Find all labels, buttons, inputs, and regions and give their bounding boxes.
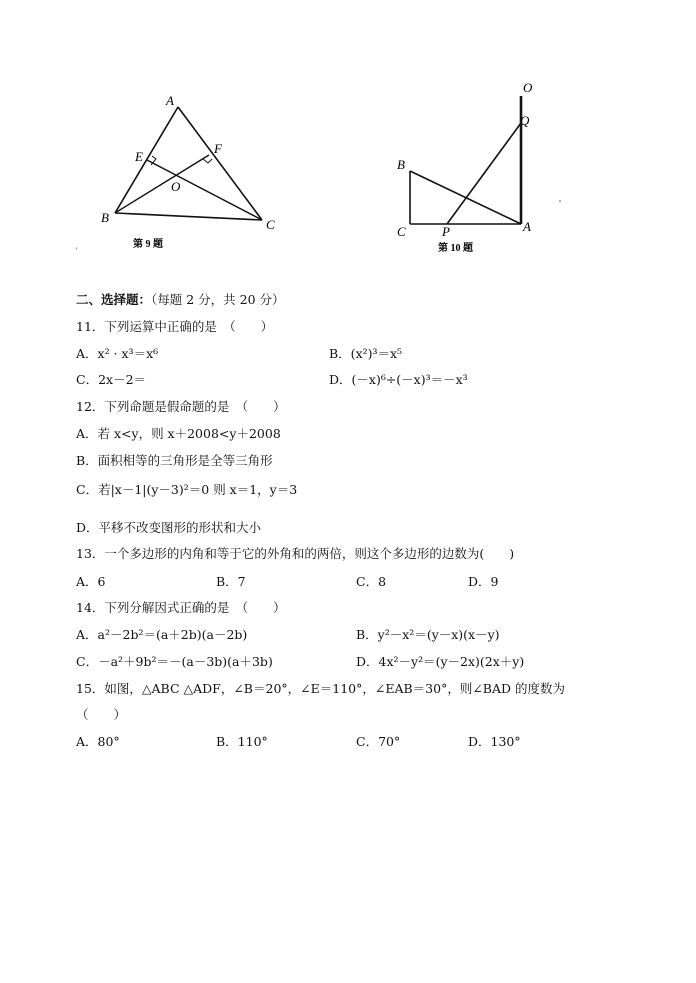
question-15-option-a: A．80° bbox=[76, 734, 120, 749]
question-13-stem: 13．一个多边形的内角和等于它的外角和的两倍，则这个多边形的边数为( ) bbox=[76, 546, 515, 561]
label-B: B bbox=[101, 210, 109, 225]
figure-9 bbox=[75, 90, 295, 260]
label-O: O bbox=[171, 179, 181, 194]
question-15-option-b: B．110° bbox=[216, 734, 268, 749]
label-C: C bbox=[397, 224, 406, 239]
label-C: C bbox=[266, 217, 275, 232]
question-13-option-d: D．9 bbox=[468, 574, 499, 589]
figure-10 bbox=[388, 78, 578, 260]
label-F: F bbox=[214, 141, 222, 156]
label-P: P bbox=[442, 224, 450, 239]
question-14-option-d: D．4x²－y²＝(y－2x)(2x＋y) bbox=[356, 654, 525, 669]
question-14-option-c: C．－a²＋9b²＝－(a－3b)(a＋3b) bbox=[76, 654, 273, 669]
question-11-stem: 11．下列运算中正确的是 （ ） bbox=[76, 319, 274, 334]
label-A: A bbox=[166, 93, 174, 108]
question-11-option-d: D．(－x)⁶÷(－x)³＝－x³ bbox=[329, 372, 468, 387]
question-15-stem: 15．如图，△ABC △ADF，∠B＝20°，∠E＝110°，∠EAB＝30°，则∠BAD 的度数为 bbox=[76, 681, 566, 696]
question-15-option-d: D．130° bbox=[468, 734, 521, 749]
figure-10-diagram bbox=[388, 78, 578, 260]
question-14-stem: 14．下列分解因式正确的是 （ ） bbox=[76, 600, 286, 615]
label-E: E bbox=[135, 149, 143, 164]
label-B: B bbox=[397, 157, 405, 172]
figure-10-caption: 第 10 题 bbox=[438, 243, 473, 254]
figure-9-caption: 第 9 题 bbox=[133, 239, 163, 250]
question-12-option-a: A．若 x<y，则 x＋2008<y＋2008 bbox=[76, 426, 281, 441]
question-12-option-b: B．面积相等的三角形是全等三角形 bbox=[76, 453, 273, 468]
question-14-option-b: B．y²－x²＝(y－x)(x－y) bbox=[356, 627, 500, 642]
question-11-option-a: A．x² · x³＝x⁶ bbox=[76, 346, 159, 361]
question-12-option-d: D．平移不改变图形的形状和大小 bbox=[76, 520, 262, 535]
question-12-stem: 12．下列命题是假命题的是 （ ） bbox=[76, 399, 286, 414]
question-14-option-a: A．a²－2b²＝(a＋2b)(a－2b) bbox=[76, 627, 248, 642]
label-O: O bbox=[523, 80, 533, 95]
section-title: 二、选择题： bbox=[76, 292, 152, 307]
label-A: A bbox=[523, 219, 531, 234]
question-15-stem-continued: （ ） bbox=[76, 707, 127, 722]
question-11-option-b: B．(x²)³＝x⁵ bbox=[329, 346, 403, 361]
label-Q: Q bbox=[520, 113, 530, 128]
svg-text:’: ’ bbox=[75, 246, 78, 256]
question-15-option-c: C．70° bbox=[356, 734, 401, 749]
question-11-option-c: C．2x－2＝ bbox=[76, 372, 147, 387]
question-13-option-c: C．8 bbox=[356, 574, 387, 589]
section-heading bbox=[76, 292, 285, 308]
section-note: （每题 2 分，共 20 分） bbox=[151, 292, 285, 307]
figure-9-diagram bbox=[75, 90, 295, 260]
question-12-option-c: C．若|x－1|(y－3)²＝0 则 x＝1，y＝3 bbox=[76, 482, 298, 497]
question-13-option-a: A．6 bbox=[76, 574, 106, 589]
question-13-option-b: B．7 bbox=[216, 574, 246, 589]
